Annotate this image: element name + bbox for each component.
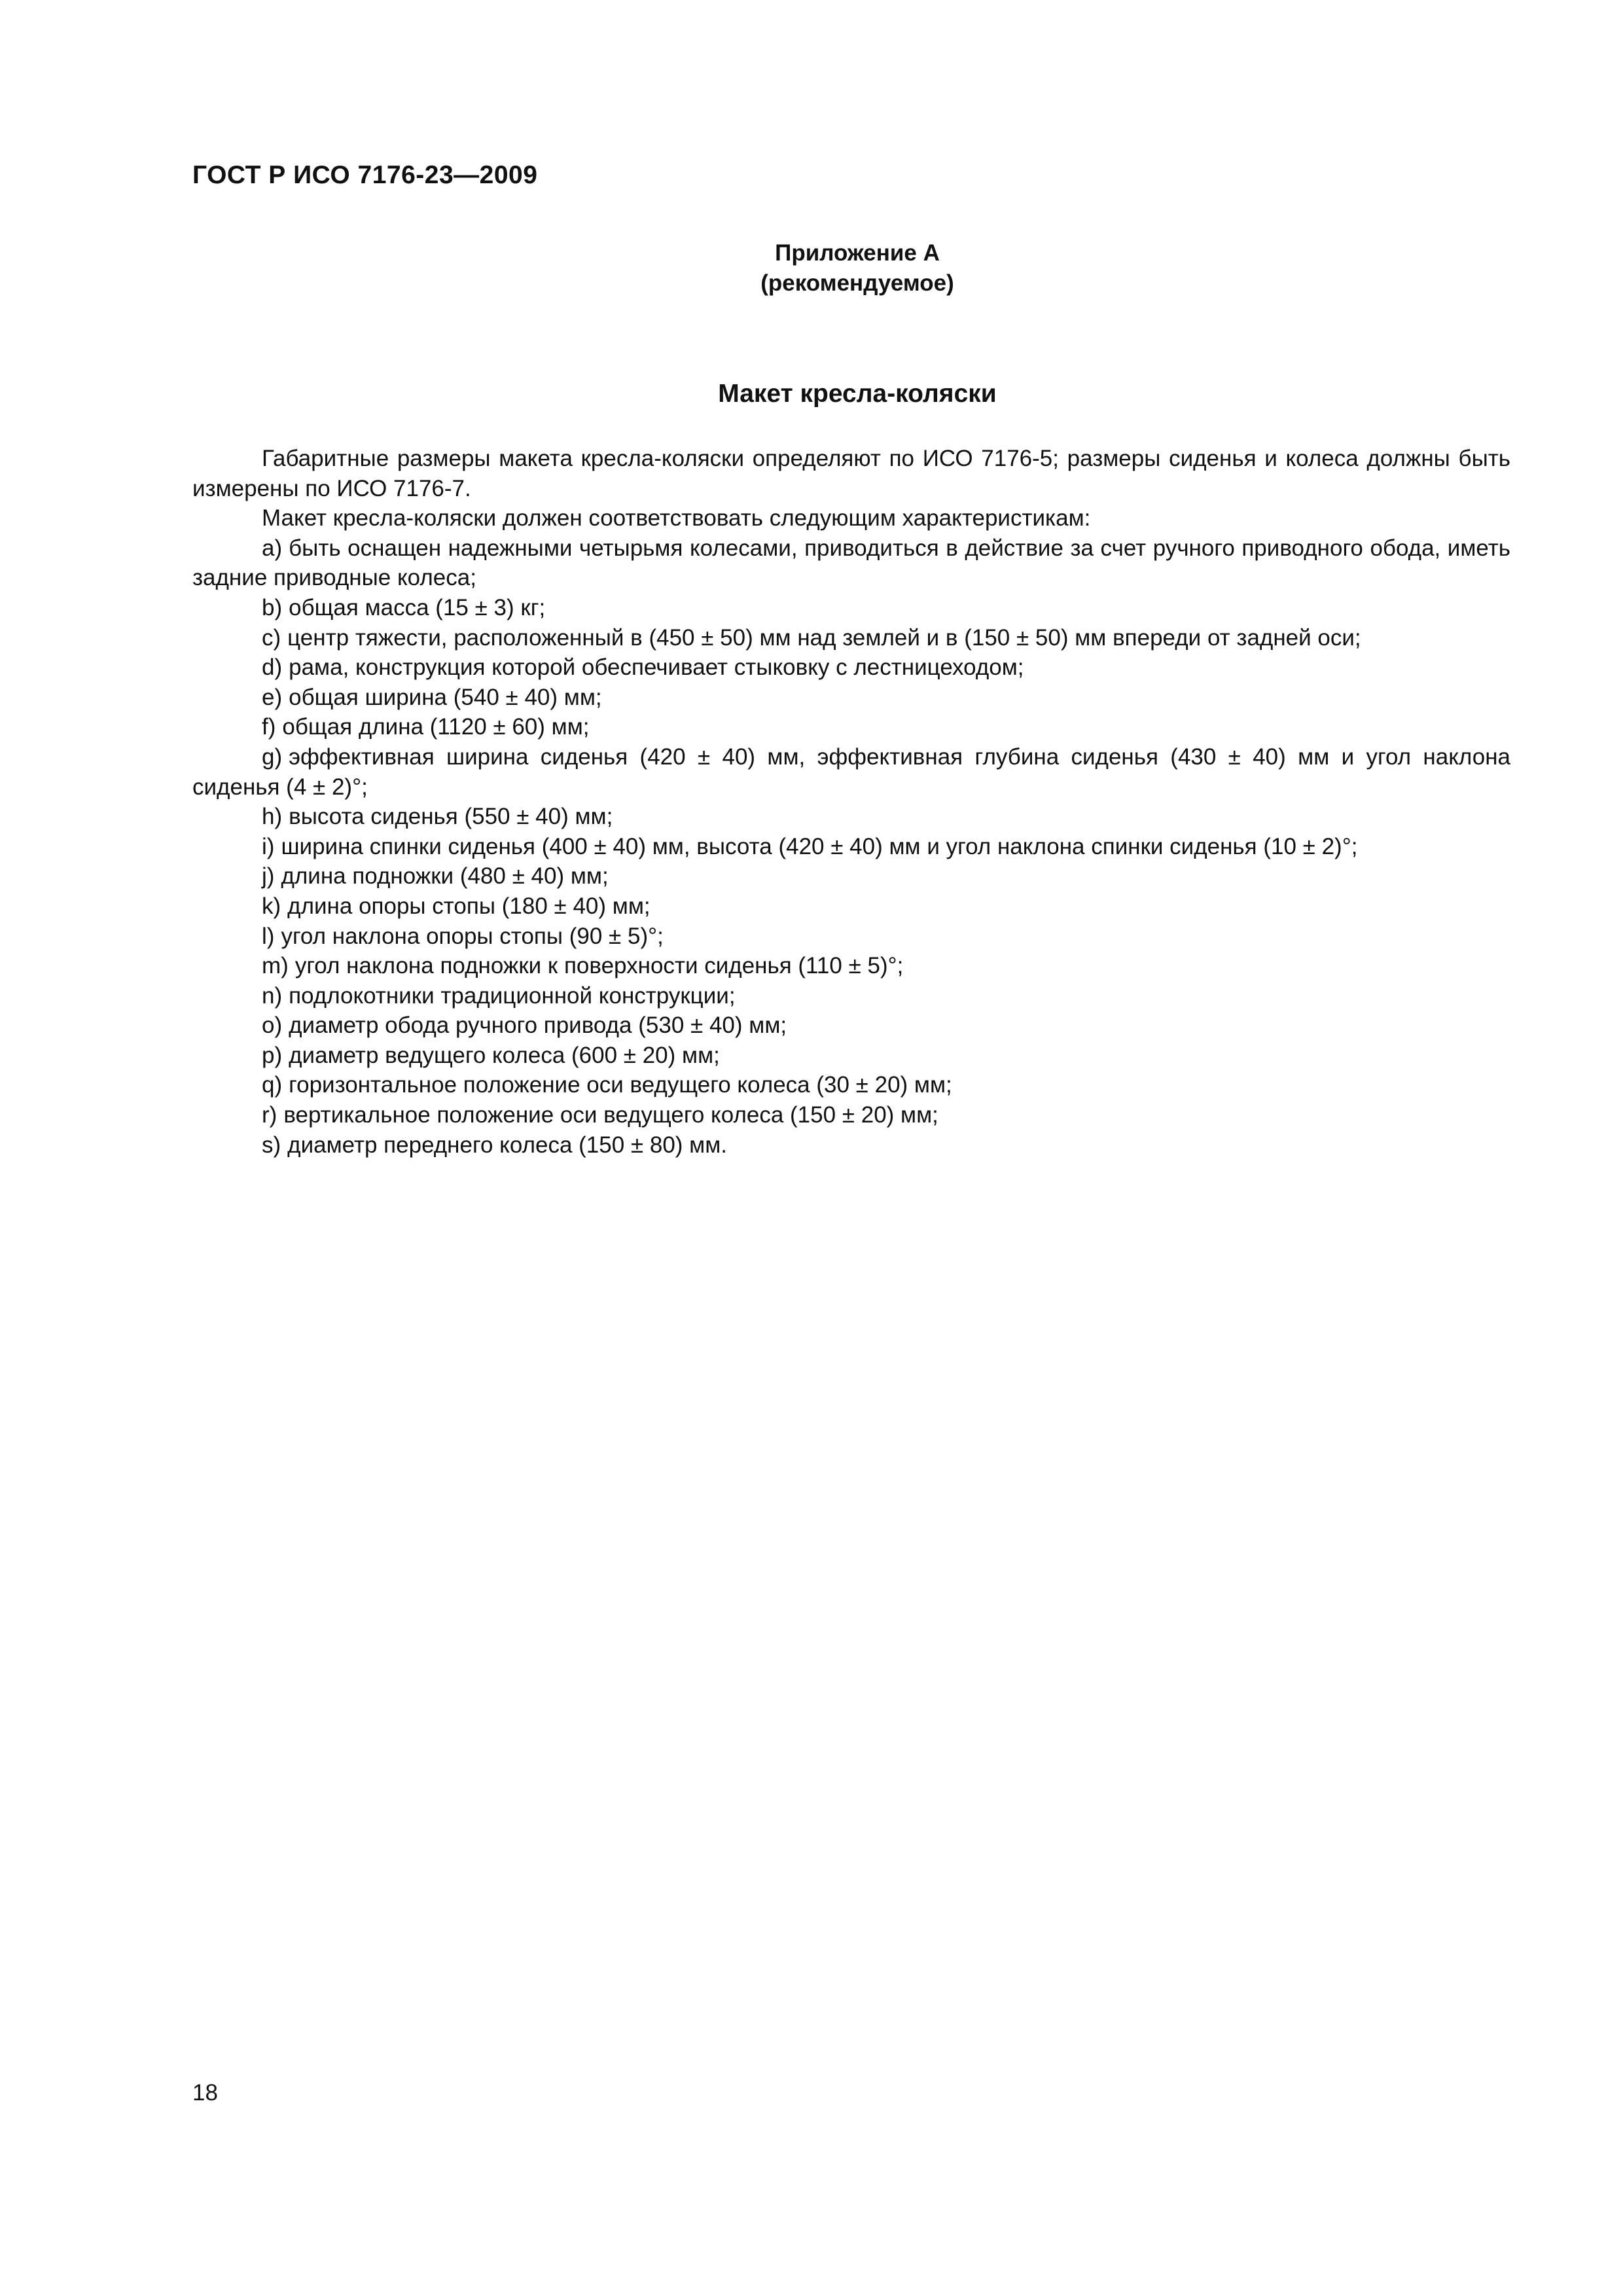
requirements-lead-paragraph: Макет кресла-коляски должен соответствовать следующим характеристикам: (262, 505, 1091, 531)
requirement-text: ширина спинки сиденья (400 ± 40) мм, высота (420 ± 40) мм и угол наклона спинки сиденья (10 ± 2)°; (281, 833, 1358, 859)
requirement-text: подлокотники традиционной конструкции; (289, 982, 736, 1009)
requirement-item (192, 1041, 1510, 1071)
requirement-text: рама, конструкция которой обеспечивает стыковку с лестницеходом; (289, 655, 1024, 681)
requirement-letter: k) (262, 893, 281, 919)
requirement-text: длина опоры стопы (180 ± 40) мм; (287, 893, 651, 919)
requirement-letter: i) (262, 833, 275, 859)
requirement-text: угол наклона подножки к поверхности сиденья (110 ± 5)°; (294, 953, 904, 979)
page-number: 18 (192, 2080, 218, 2106)
requirement-letter: m) (262, 953, 289, 979)
requirement-item (192, 1070, 1510, 1100)
requirement-text: центр тяжести, расположенный в (450 ± 50) мм над землей и в (150 ± 50) мм впереди от задней оси; (287, 624, 1361, 651)
requirement-text: диаметр ведущего колеса (600 ± 20) мм; (289, 1042, 720, 1068)
requirement-letter: a) (262, 535, 283, 561)
requirement-letter: s) (262, 1132, 281, 1158)
requirement-text: быть оснащен надежными четырьмя колесами, приводиться в действие за счет ручного приводного обода, иметь задние приводные колеса; (192, 535, 1510, 591)
requirement-item (192, 891, 1510, 922)
requirement-item (192, 712, 1510, 742)
requirement-text: диаметр обода ручного привода (530 ± 40) мм; (289, 1013, 787, 1039)
requirements-list (192, 533, 1510, 1160)
annex-status: (рекомендуемое) (760, 270, 954, 296)
requirement-item (192, 802, 1510, 832)
requirement-item (192, 922, 1510, 952)
requirement-text: эффективная ширина сиденья (420 ± 40) мм, эффективная глубина сиденья (430 ± 40) мм и угол наклона сиденья (4 ± 2)°; (192, 744, 1510, 800)
requirement-item (192, 951, 1510, 981)
requirement-text: горизонтальное положение оси ведущего колеса (30 ± 20) мм; (289, 1072, 952, 1098)
requirement-text: вертикальное положение оси ведущего колеса (150 ± 20) мм; (283, 1102, 938, 1128)
requirement-letter: r) (262, 1102, 277, 1128)
requirement-item (192, 593, 1510, 623)
requirement-letter: q) (262, 1072, 283, 1098)
requirement-text: длина подножки (480 ± 40) мм; (281, 863, 609, 889)
requirement-text: угол наклона опоры стопы (90 ± 5)°; (281, 923, 664, 949)
requirement-item (192, 533, 1510, 593)
requirement-text: общая длина (1120 ± 60) мм; (282, 714, 590, 740)
requirement-letter: n) (262, 982, 283, 1009)
requirement-item (192, 653, 1510, 683)
requirement-letter: d) (262, 655, 283, 681)
requirement-text: высота сиденья (550 ± 40) мм; (289, 804, 613, 830)
document-standard-code: ГОСТ Р ИСО 7176-23—2009 (192, 161, 538, 189)
requirement-letter: g) (262, 744, 283, 770)
requirement-letter: f) (262, 714, 276, 740)
requirement-item (192, 981, 1510, 1011)
requirement-letter: l) (262, 923, 275, 949)
requirement-letter: j) (262, 863, 275, 889)
requirement-text: общая масса (15 ± 3) кг; (289, 594, 546, 620)
section-title: Макет кресла-коляски (718, 380, 997, 408)
requirement-letter: h) (262, 804, 283, 830)
document-body (192, 444, 1510, 1160)
annex-title: Приложение А (775, 240, 940, 266)
requirement-text: общая ширина (540 ± 40) мм; (289, 684, 602, 710)
requirement-letter: c) (262, 624, 281, 651)
requirement-item (192, 832, 1510, 862)
requirement-letter: e) (262, 684, 283, 710)
requirement-item (192, 1011, 1510, 1041)
requirement-item (192, 742, 1510, 802)
requirement-item (192, 861, 1510, 891)
requirement-letter: o) (262, 1013, 283, 1039)
requirement-item (192, 683, 1510, 713)
requirement-letter: p) (262, 1042, 283, 1068)
requirement-item (192, 1130, 1510, 1160)
requirement-item (192, 1100, 1510, 1130)
requirement-item (192, 623, 1510, 653)
requirement-letter: b) (262, 594, 283, 620)
requirement-text: диаметр переднего колеса (150 ± 80) мм. (287, 1132, 728, 1158)
intro-paragraph: Габаритные размеры макета кресла-коляски определяют по ИСО 7176-5; размеры сиденья и колеса должны быть измерены по ИСО 7176-7. (192, 446, 1510, 501)
